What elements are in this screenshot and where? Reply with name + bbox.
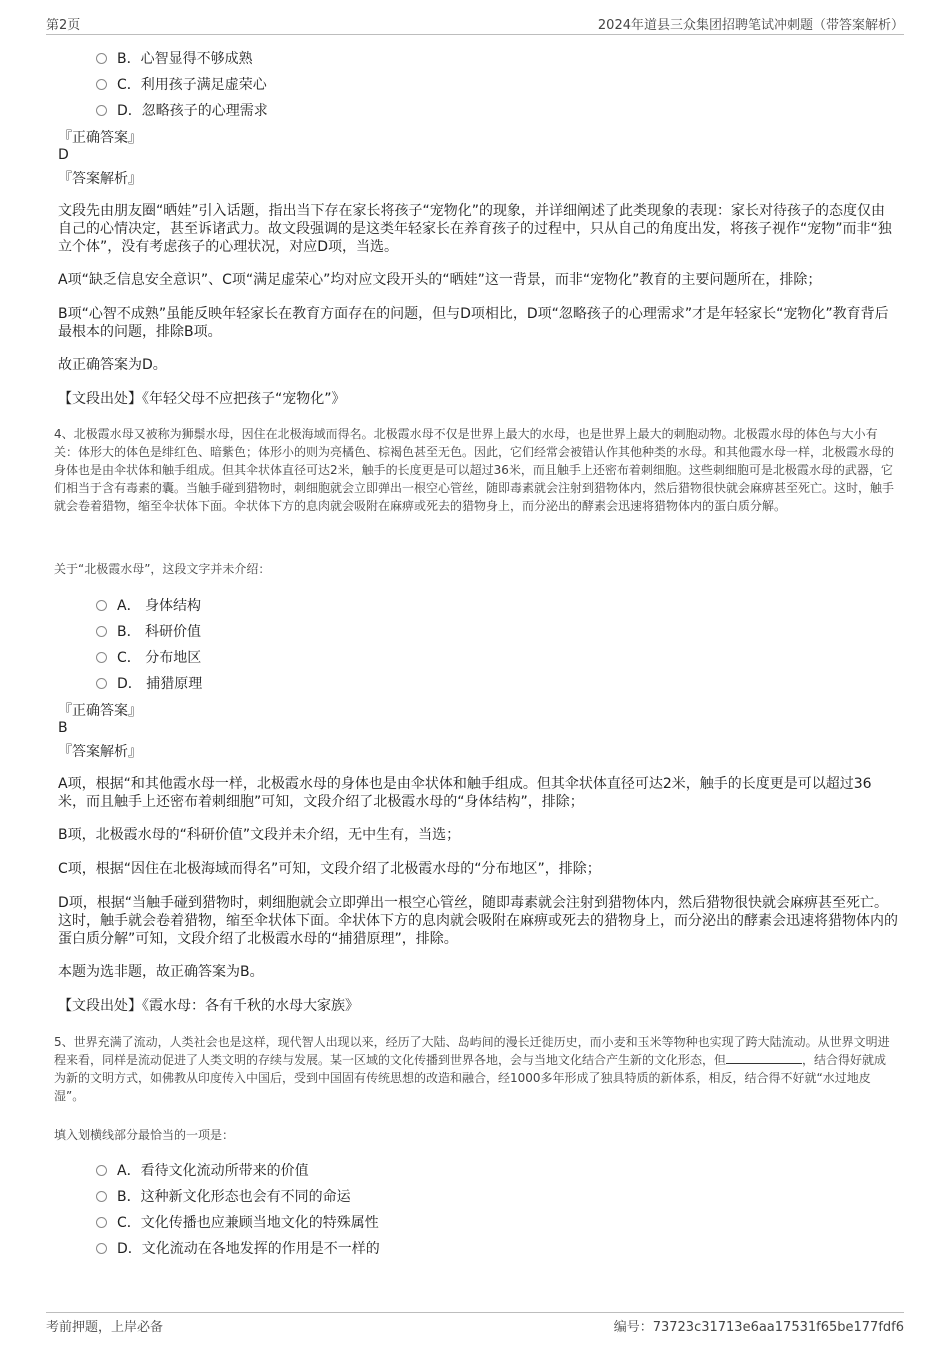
- radio-icon[interactable]: [96, 1243, 107, 1254]
- q5-prompt: 填入划横线部分最恰当的一项是：: [54, 1128, 235, 1142]
- q4-analysis-3: C项，根据“因住在北极海域而得名”可知，文段介绍了北极霞水母的“分布地区”，排除；: [58, 861, 601, 877]
- q4-prompt: 关于“北极霞水母”，这段文字并未介绍：: [54, 562, 271, 576]
- q3-analysis-3: B项“心智不成熟”虽能反映年轻家长在教育方面存在的问题，但与D项相比，D项“忽略孩子的心理需求”才是年轻家长“宠物化”教育背后最根本的问题，排除B项。: [58, 306, 889, 340]
- radio-icon[interactable]: [96, 105, 107, 116]
- q3-option-c[interactable]: C．利用孩子满足虚荣心: [96, 74, 267, 94]
- q5-option-d[interactable]: D．文化流动在各地发挥的作用是不一样的: [96, 1238, 380, 1258]
- q5-stem: 5、世界充满了流动，人类社会也是这样，现代智人出现以来，经历了大陆、岛屿间的漫长迁徙历史，而小麦和玉米等物种也实现了跨大陆流动。从世界文明进程来看，同样是流动促进了人类文明的存续与发展。某一区域的文化传播到世界各地，会与当地文化结合产生新的文化形态，但 ，结合得好就成为新的文明方式，如佛教从印度传入中国后，受到中国固有传统思想的改造和融合，经1000多年形成了独具特质的新体系，相反，结合得不好就“水过地皮湿”。: [54, 1035, 890, 1103]
- q5-option-a[interactable]: A．看待文化流动所带来的价值: [96, 1160, 309, 1180]
- q4-analysis-label: 『答案解析』: [58, 744, 142, 760]
- q4-source: 【文段出处】《霞水母：各有千秋的水母大家族》: [58, 998, 359, 1014]
- radio-icon[interactable]: [96, 1165, 107, 1176]
- radio-icon[interactable]: [96, 1217, 107, 1228]
- radio-icon[interactable]: [96, 626, 107, 637]
- q3-option-b[interactable]: B．心智显得不够成熟: [96, 48, 253, 68]
- q4-option-b[interactable]: B． 科研价值: [96, 621, 201, 641]
- q4-answer: B: [58, 720, 68, 736]
- q4-analysis-5: 本题为选非题，故正确答案为B。: [58, 964, 264, 980]
- q3-answer: D: [58, 147, 69, 163]
- document-title: 2024年道县三众集团招聘笔试冲刺题（带答案解析）: [597, 18, 904, 33]
- q3-analysis-2: A项“缺乏信息安全意识”、C项“满足虚荣心”均对应文段开头的“晒娃”这一背景，而非“宠物化”教育的主要问题所在，排除；: [58, 272, 822, 288]
- fill-blank[interactable]: [726, 1051, 802, 1064]
- q5-option-c[interactable]: C．文化传播也应兼顾当地文化的特殊属性: [96, 1212, 379, 1232]
- q3-analysis-1: 文段先由朋友圈“晒娃”引入话题，指出当下存在家长将孩子“宠物化”的现象，并详细阐述了此类现象的表现：家长对待孩子的态度仅由自己的心情决定，甚至诉诸武力。故文段强调的是这类年轻家长在养育孩子的过程中，只从自己的角度出发，将孩子视作“宠物”而非“独立个体”，没有考虑孩子的心理状况，对应D项，当选。: [58, 203, 892, 255]
- q3-option-d[interactable]: D．忽略孩子的心理需求: [96, 100, 268, 120]
- q4-analysis-1: A项，根据“和其他霞水母一样，北极霞水母的身体也是由伞状体和触手组成。但其伞状体直径可达2米，触手的长度更是可以超过36米，而且触手上还密布着刺细胞”可知，文段介绍了北极霞水母的“身体结构”，排除；: [58, 776, 872, 810]
- q3-analysis-label: 『答案解析』: [58, 171, 142, 187]
- q4-option-a[interactable]: A． 身体结构: [96, 595, 201, 615]
- q3-source: 【文段出处】《年轻父母不应把孩子“宠物化”》: [58, 391, 346, 407]
- page-header: [46, 14, 904, 35]
- radio-icon[interactable]: [96, 652, 107, 663]
- footer-id: 编号：73723c31713e6aa17531f65be177fdf6: [613, 1320, 904, 1335]
- radio-icon[interactable]: [96, 678, 107, 689]
- q4-stem: 4、北极霞水母又被称为狮鬃水母，因住在北极海域而得名。北极霞水母不仅是世界上最大的水母，也是世界上最大的刺胞动物。北极霞水母的体色与大小有关：体形大的体色是绯红色、暗紫色；体形小的则为亮橘色、棕褐色甚至无色。因此，它们经常会被错认作其他种类的水母。和其他霞水母一样，北极霞水母的身体也是由伞状体和触手组成。但其伞状体直径可达2米，触手的长度更是可以超过36米，而且触手上还密布着刺细胞。这些刺细胞可是北极霞水母的武器，它们相当于含有毒素的囊。当触手碰到猎物时，刺细胞就会立即弹出一根空心管丝，随即毒素就会注射到猎物体内，然后猎物很快就会麻痹甚至死亡。这时，触手就会卷着猎物，缩至伞状体下面。伞状体下方的息肉就会吸附在麻痹或死去的猎物身上，而分泌出的酵素会迅速将猎物体内的蛋白质分解。: [54, 427, 895, 513]
- radio-icon[interactable]: [96, 53, 107, 64]
- radio-icon[interactable]: [96, 79, 107, 90]
- q5-option-b[interactable]: B．这种新文化形态也会有不同的命运: [96, 1186, 351, 1206]
- page-number: 第2页: [46, 18, 81, 33]
- q4-answer-label: 『正确答案』: [58, 703, 142, 719]
- page-footer: [46, 1312, 904, 1336]
- q4-option-c[interactable]: C． 分布地区: [96, 647, 201, 667]
- q4-analysis-4: D项，根据“当触手碰到猎物时，刺细胞就会立即弹出一根空心管丝，随即毒素就会注射到猎物体内，然后猎物很快就会麻痹甚至死亡。这时，触手就会卷着猎物，缩至伞状体下面。伞状体下方的息肉就会吸附在麻痹或死去的猎物身上，而分泌出的酵素会迅速将猎物体内的蛋白质分解”可知，文段介绍了北极霞水母的“捕猎原理”，排除。: [58, 895, 898, 947]
- q3-analysis-4: 故正确答案为D。: [58, 357, 167, 373]
- q4-analysis-2: B项，北极霞水母的“科研价值”文段并未介绍，无中生有，当选；: [58, 827, 461, 843]
- radio-icon[interactable]: [96, 600, 107, 611]
- footer-slogan: 考前押题，上岸必备: [46, 1320, 164, 1335]
- radio-icon[interactable]: [96, 1191, 107, 1202]
- q4-option-d[interactable]: D． 捕猎原理: [96, 673, 202, 693]
- q3-answer-label: 『正确答案』: [58, 130, 142, 146]
